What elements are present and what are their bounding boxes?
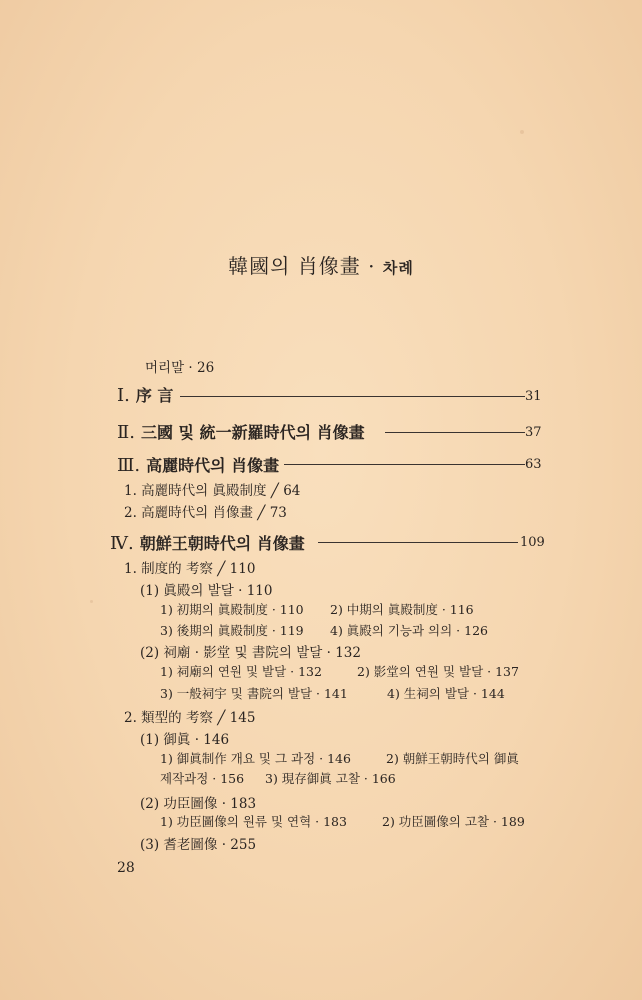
chapter-page: 37	[525, 425, 542, 440]
item-entry: 1) 功臣圖像의 원류 및 연혁 · 183	[160, 814, 347, 829]
item-entry: 1) 初期의 眞殿制度 · 110	[160, 602, 304, 617]
chapter-heading	[110, 531, 305, 554]
chapter-heading	[117, 383, 173, 406]
chapter-page: 109	[520, 535, 545, 550]
subsection-entry: (3) 耆老圖像 · 255	[140, 837, 257, 853]
title-sub: 차례	[382, 259, 414, 277]
leader-line	[318, 542, 518, 543]
item-entry: 3) 現存御眞 고찰 · 166	[265, 771, 396, 786]
item-entry: 3) 一般祠宇 및 書院의 발달 · 141	[160, 686, 348, 701]
chapter-title: 朝鮮王朝時代의 肖像畫	[139, 534, 305, 553]
title-main: 韓國의 肖像畫	[228, 254, 361, 278]
paper-spot	[520, 130, 524, 134]
chapter-title: 序 言	[135, 386, 174, 405]
subsection-entry: (1) 眞殿의 발달 · 110	[140, 583, 273, 599]
leader-line	[180, 396, 525, 397]
item-entry: 4) 生祠의 발달 · 144	[387, 686, 505, 701]
item-entry: 제작과정 · 156	[160, 771, 245, 786]
preface-entry: 머리말 · 26	[145, 360, 215, 376]
chapter-heading	[117, 453, 279, 476]
item-entry: 4) 眞殿의 기능과 의의 · 126	[330, 623, 488, 638]
chapter-page: 31	[525, 389, 542, 404]
paper-spot	[90, 600, 93, 603]
item-entry: 2) 朝鮮王朝時代의 御眞	[386, 751, 519, 766]
section-entry: 1. 制度的 考察 ╱ 110	[124, 561, 256, 577]
leader-line	[284, 464, 525, 465]
item-entry: 2) 影堂의 연원 및 발달 · 137	[357, 664, 519, 679]
title-separator: ·	[368, 254, 376, 278]
page-title	[0, 250, 642, 279]
chapter-page: 63	[525, 457, 542, 472]
chapter-title: 高麗時代의 肖像畫	[146, 456, 280, 475]
section-entry: 1. 高麗時代의 眞殿制度 ╱ 64	[124, 483, 301, 499]
chapter-number: Ⅱ.	[117, 422, 135, 443]
section-entry: 2. 類型的 考察 ╱ 145	[124, 710, 256, 726]
subsection-entry: (2) 功臣圖像 · 183	[140, 796, 257, 812]
subsection-entry: (1) 御眞 · 146	[140, 732, 230, 748]
item-entry: 1) 祠廟의 연원 및 발달 · 132	[160, 664, 322, 679]
chapter-number: Ⅳ.	[110, 533, 134, 554]
item-entry: 2) 功臣圖像의 고찰 · 189	[382, 814, 525, 829]
item-entry: 2) 中期의 眞殿制度 · 116	[330, 602, 474, 617]
chapter-number: Ⅰ.	[117, 385, 130, 406]
subsection-entry: (2) 祠廟 · 影堂 및 書院의 발달 · 132	[140, 645, 361, 661]
chapter-title: 三國 및 統一新羅時代의 肖像畫	[140, 423, 365, 442]
page-number: 28	[117, 860, 135, 876]
chapter-heading	[117, 420, 365, 443]
leader-line	[385, 432, 525, 433]
section-entry: 2. 高麗時代의 肖像畫 ╱ 73	[124, 505, 287, 521]
item-entry: 1) 御眞制作 개요 및 그 과정 · 146	[160, 751, 351, 766]
item-entry: 3) 後期의 眞殿制度 · 119	[160, 623, 304, 638]
chapter-number: Ⅲ.	[117, 455, 141, 476]
